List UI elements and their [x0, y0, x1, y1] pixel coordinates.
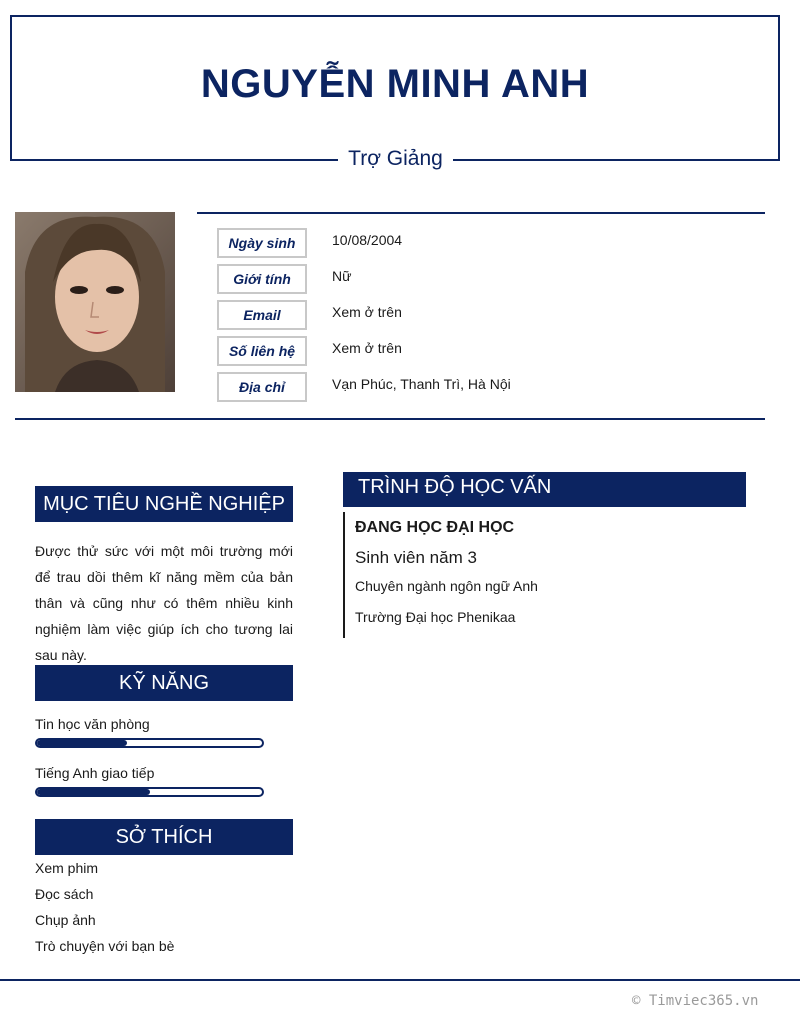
education-title: TRÌNH ĐỘ HỌC VẤN: [343, 472, 746, 507]
skill-name: Tiếng Anh giao tiếp: [35, 765, 155, 781]
info-value: 10/08/2004: [332, 232, 403, 248]
skill-bar-fill: [37, 789, 150, 795]
info-label: Giới tính: [217, 264, 307, 294]
skill-bar: [35, 738, 264, 748]
hobby-item: Đọc sách: [35, 886, 94, 902]
candidate-name: NGUYỄN MINH ANH: [200, 62, 590, 106]
skill-bar: [35, 787, 264, 797]
education-status: ĐANG HỌC ĐẠI HỌC: [355, 519, 515, 536]
info-label: Số liên hệ: [217, 336, 307, 366]
info-value: Xem ở trên: [332, 304, 402, 320]
candidate-role: Trợ Giảng: [338, 145, 453, 175]
education-timeline-line: [343, 512, 345, 638]
hobbies-title: SỞ THÍCH: [35, 819, 293, 855]
info-label: Email: [217, 300, 307, 330]
skills-title: KỸ NĂNG: [35, 665, 293, 701]
objective-title: MỤC TIÊU NGHỀ NGHIỆP: [35, 486, 293, 522]
info-top-divider: [197, 212, 765, 214]
info-value: Nữ: [332, 268, 352, 284]
education-major: Chuyên ngành ngôn ngữ Anh: [355, 578, 538, 594]
hobby-item: Trò chuyện với bạn bè: [35, 938, 175, 954]
info-value: Vạn Phúc, Thanh Trì, Hà Nội: [332, 376, 511, 392]
objective-text: Được thử sức với một môi trường mới để trau dồi thêm kĩ năng mềm của bản thân và cũng như có thêm nhiều kinh nghiệm làm việc giúp ích cho tương lai sau này.: [35, 543, 293, 663]
info-bottom-divider: [15, 418, 765, 420]
hobby-item: Xem phim: [35, 860, 99, 876]
info-label: Địa chỉ: [217, 372, 307, 402]
info-label: Ngày sinh: [217, 228, 307, 258]
skill-bar-fill: [37, 740, 127, 746]
education-school: Trường Đại học Phenikaa: [355, 609, 516, 625]
watermark: © Timviec365.vn: [632, 993, 759, 1009]
info-value: Xem ở trên: [332, 340, 402, 356]
hobby-item: Chụp ảnh: [35, 912, 96, 928]
education-year: Sinh viên năm 3: [355, 548, 477, 567]
footer-divider: [0, 979, 800, 981]
profile-photo: [15, 212, 175, 392]
skill-name: Tin học văn phòng: [35, 716, 150, 732]
